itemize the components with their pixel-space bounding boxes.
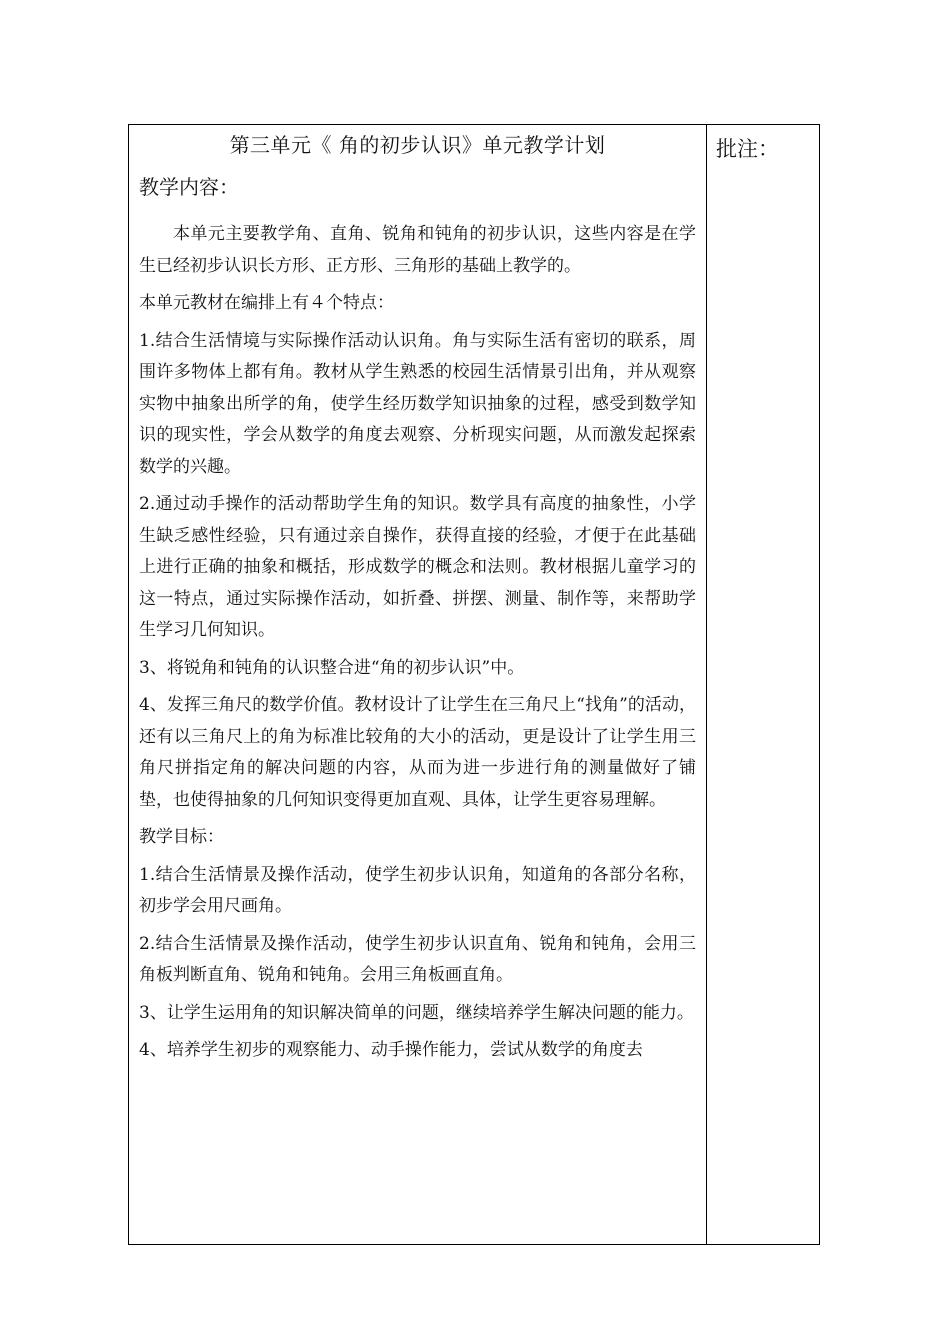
- column-divider: [706, 125, 707, 1244]
- content-cell: [129, 125, 706, 1244]
- paragraph-feature-3: 3、将锐角和钝角的认识整合进“角的初步认识”中。: [139, 657, 525, 678]
- notes-cell: [708, 125, 819, 1244]
- content-heading: 教学内容：: [139, 175, 239, 199]
- goals-heading: 教学目标：: [139, 827, 224, 847]
- paragraph-feature-2: 2.通过动手操作的活动帮助学生角的知识。数学具有高度的抽象性，小学生缺乏感性经验，只有通过亲自操作，获得直接的经验，才便于在此基础上进行正确的抽象和概括，形成数学的概念和法则。教材根据儿童学习的这一特点，通过实际操作活动，如折叠、拼摆、测量、制作等，来帮助学生学习几何知识。: [139, 494, 696, 640]
- body-text: [139, 219, 696, 1067]
- notes-label: 批注：: [716, 137, 779, 161]
- lesson-plan-table: [128, 124, 820, 1245]
- paragraph-goal-4: 4、培养学生初步的观察能力、动手操作能力，尝试从数学的角度去: [139, 1040, 643, 1060]
- paragraph-goal-2: 2.结合生活情景及操作活动，使学生初步认识直角、锐角和钝角，会用三角板判断直角、锐角和钝角。会用三角板画直角。: [139, 933, 696, 985]
- paragraph-goal-1: 1.结合生活情景及操作活动，使学生初步认识角，知道角的各部分名称，初步学会用尺画角。: [139, 864, 696, 916]
- page-title: 第三单元《 角的初步认识》单元教学计划: [229, 133, 606, 157]
- paragraph-feature-4: 4、发挥三角尺的数学价值。教材设计了让学生在三角尺上“找角”的活动，还有以三角尺上的角为标准比较角的大小的活动，更是设计了让学生用三角尺拼指定角的解决问题的内容，从而为进一步进行角的测量做好了铺垫，也使得抽象的几何知识变得更加直观、具体，让学生更容易理解。: [139, 695, 696, 810]
- paragraph-features-intro: 本单元教材在编排上有４个特点：: [139, 293, 394, 313]
- paragraph-goal-3: 3、让学生运用角的知识解决简单的问题，继续培养学生解决问题的能力。: [139, 1002, 694, 1023]
- paragraph-feature-1: 1.结合生活情境与实际操作活动认识角。角与实际生活有密切的联系，周围许多物体上都有角。教材从学生熟悉的校园生活情景引出角，并从观察实物中抽象出所学的角，使学生经历数学知识抽象的过程，感受到数学知识的现实性，学会从数学的角度去观察、分析现实问题，从而激发起探索数学的兴趣。: [139, 330, 696, 477]
- paragraph-intro: 本单元主要教学角、直角、锐角和钝角的初步认识，这些内容是在学生已经初步认识长方形、正方形、三角形的基础上教学的。: [139, 224, 696, 276]
